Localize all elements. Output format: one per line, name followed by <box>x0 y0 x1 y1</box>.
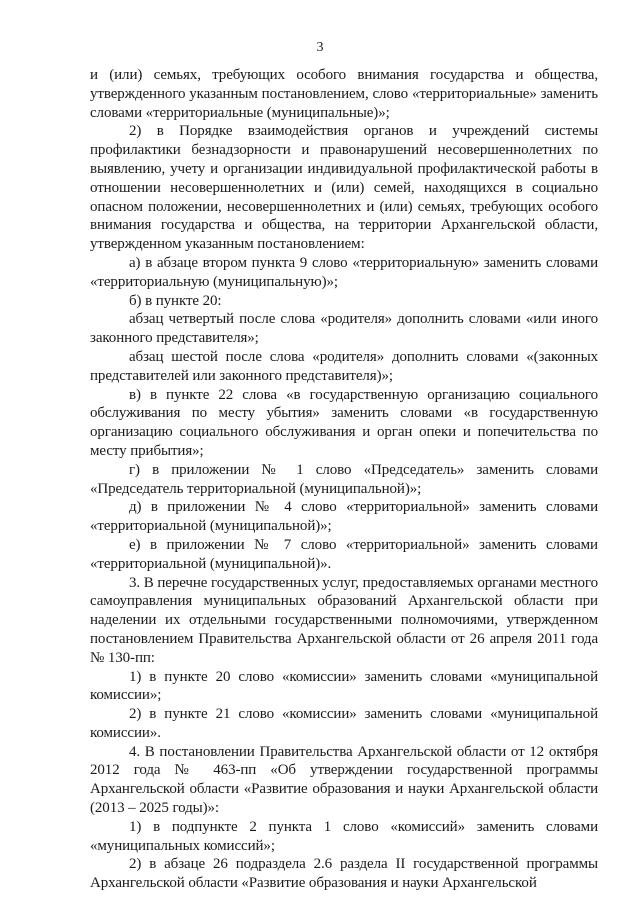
paragraph: абзац шестой после слова «родителя» дополнить словами «(законных представителей или законного представителя)»; <box>90 348 598 384</box>
paragraph: 2) в абзаце 26 подраздела 2.6 раздела II государственной программы Архангельской области «Развитие образования и науки Архангельской <box>90 856 598 892</box>
paragraph: а) в абзаце втором пункта 9 слово «территориальную» заменить словами «территориальную (муниципальную)»; <box>90 254 598 290</box>
paragraph: 2) в пункте 21 слово «комиссии» заменить словами «муниципальной комиссии». <box>90 706 598 741</box>
paragraph: е) в приложении № 7 слово «территориальной» заменить словами «территориальной (муниципальной)». <box>90 536 598 572</box>
paragraph: 1) в подпункте 2 пункта 1 слово «комиссий» заменить словами «муниципальных комиссий»; <box>90 818 598 854</box>
paragraph: 4. В постановлении Правительства Архангельской области от 12 октября 2012 года № 463-пп «Об утверждении государственной программы Архангельской области «Развитие образования и науки Архангельской области (2013 – 2025 годы)»: <box>90 743 598 817</box>
document-body <box>90 66 598 893</box>
paragraph: б) в пункте 20: <box>129 292 222 309</box>
paragraph: и (или) семьях, требующих особого внимания государства и общества, утвержденного указанным постановлением, слово «территориальные» заменить словами «территориальные (муниципальные)»; <box>90 67 598 121</box>
page-number: 3 <box>316 40 324 55</box>
paragraph: 2) в Порядке взаимодействия органов и учреждений системы профилактики безнадзорности и правонарушений несовершеннолетних по выявлению, учету и организации индивидуальной профилактической работы в отношении несовершеннолетних и (или) семей, находящихся в социально опасном положении, несовершеннолетних и (или) семьях, требующих особого внимания государства и общества, на территории Архангельской области, утвержденном указанным постановлением: <box>90 123 598 253</box>
paragraph: д) в приложении № 4 слово «территориальной» заменить словами «территориальной (муниципальной)»; <box>90 499 598 535</box>
paragraph: абзац четвертый после слова «родителя» дополнить словами «или иного законного представителя»; <box>90 311 598 347</box>
paragraph: 3. В перечне государственных услуг, предоставляемых органами местного самоуправления муниципальных образований Архангельской области при наделении их отдельными государственными полномочиями, утвержденном постановлением Правительства Архангельской области от 26 апреля 2011 года № 130-пп: <box>90 574 598 666</box>
paragraph: 1) в пункте 20 слово «комиссии» заменить словами «муниципальной комиссии»; <box>90 668 598 704</box>
paragraph: в) в пункте 22 слова «в государственную организацию социального обслуживания по месту убытия» заменить словами «в государственную организацию социального обслуживания и орган опеки и попечительства по месту прибытия»; <box>90 386 598 459</box>
paragraph: г) в приложении № 1 слово «Председатель» заменить словами «Председатель территориальной (муниципальной)»; <box>90 461 598 497</box>
